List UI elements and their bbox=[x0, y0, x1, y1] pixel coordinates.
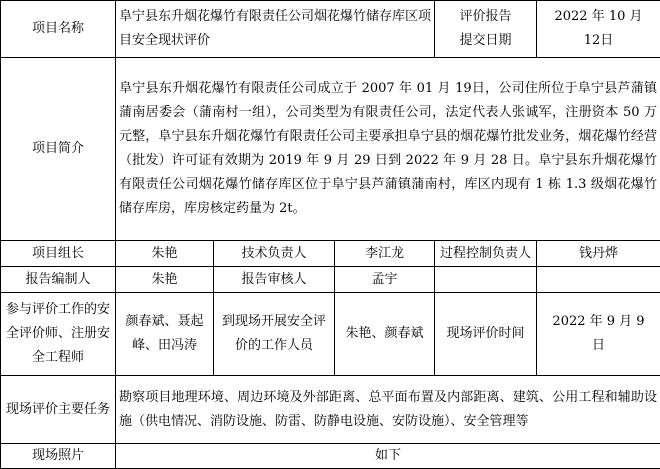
tech-lead-label: 技术负责人 bbox=[214, 241, 335, 267]
report-reviewer-label: 报告审核人 bbox=[214, 267, 335, 293]
row-photos bbox=[1, 444, 660, 469]
row-main-tasks bbox=[1, 376, 660, 444]
onsite-staff-label: 到现场开展安全评价的工作人员 bbox=[214, 293, 335, 376]
project-name-value: 阜宁县东升烟花爆竹有限责任公司烟花爆竹储存库区项目安全现状评价 bbox=[116, 1, 435, 58]
team-leader-value: 朱艳 bbox=[116, 241, 214, 267]
report-date-label: 评价报告 提交日期 bbox=[435, 1, 537, 58]
row-team bbox=[1, 241, 660, 267]
report-author-label: 报告编制人 bbox=[1, 267, 116, 293]
onsite-time-value: 2022 年 9 月 9 日 bbox=[537, 293, 660, 376]
project-name-label: 项目名称 bbox=[1, 1, 116, 58]
team-leader-label: 项目组长 bbox=[1, 241, 116, 267]
empty-cell bbox=[435, 267, 537, 293]
row-report-staff bbox=[1, 267, 660, 293]
project-intro-value: 阜宁县东升烟花爆竹有限责任公司成立于 2007 年 01 月 19日，公司住所位于阜宁县芦蒲镇蒲南居委会（蒲南村一组），公司类型为有限责任公司，法定代表人张诚军，注册资本 50 万元整，阜宁县东升烟花爆竹有限责任公司主要承担阜宁县的烟花爆竹批发业务，烟花爆竹经营（批发）许可证有效期为 2019 年 9 月 29 日到 2022 年 9 月 28 日。阜宁县东升烟花爆竹有限责任公司烟花爆竹储存库区位于阜宁县芦蒲镇蒲南村，库区内现有 1 栋 1.3 级烟花爆竹储存库房，库房核定药量为 2t。 bbox=[116, 58, 660, 241]
participants-value: 颜春斌、聂起峰、田冯涛 bbox=[116, 293, 214, 376]
row-project-intro bbox=[1, 58, 660, 241]
photos-label: 现场照片 bbox=[1, 444, 116, 469]
process-control-lead-label: 过程控制负责人 bbox=[435, 241, 537, 267]
process-control-lead-value: 钱丹烨 bbox=[537, 241, 660, 267]
main-tasks-value: 勘察项目地理环境、周边环境及外部距离、总平面布置及内部距离、建筑、公用工程和辅助设施（供电情况、消防设施、防雷、防静电设施、安防设施）、安全管理等 bbox=[116, 376, 660, 444]
report-author-value: 朱艳 bbox=[116, 267, 214, 293]
participants-label: 参与评价工作的安全评价师、注册安全工程师 bbox=[1, 293, 116, 376]
onsite-staff-value: 朱艳、颜春斌 bbox=[335, 293, 435, 376]
main-tasks-label: 现场评价主要任务 bbox=[1, 376, 116, 444]
project-intro-label: 项目简介 bbox=[1, 58, 116, 241]
report-date-value: 2022 年 10 月 12日 bbox=[537, 1, 660, 58]
report-reviewer-value: 孟宇 bbox=[335, 267, 435, 293]
photos-value: 如下 bbox=[116, 444, 660, 469]
row-participants bbox=[1, 293, 660, 376]
onsite-time-label: 现场评价时间 bbox=[435, 293, 537, 376]
row-project-name bbox=[1, 1, 660, 58]
tech-lead-value: 李江龙 bbox=[335, 241, 435, 267]
empty-cell bbox=[537, 267, 660, 293]
